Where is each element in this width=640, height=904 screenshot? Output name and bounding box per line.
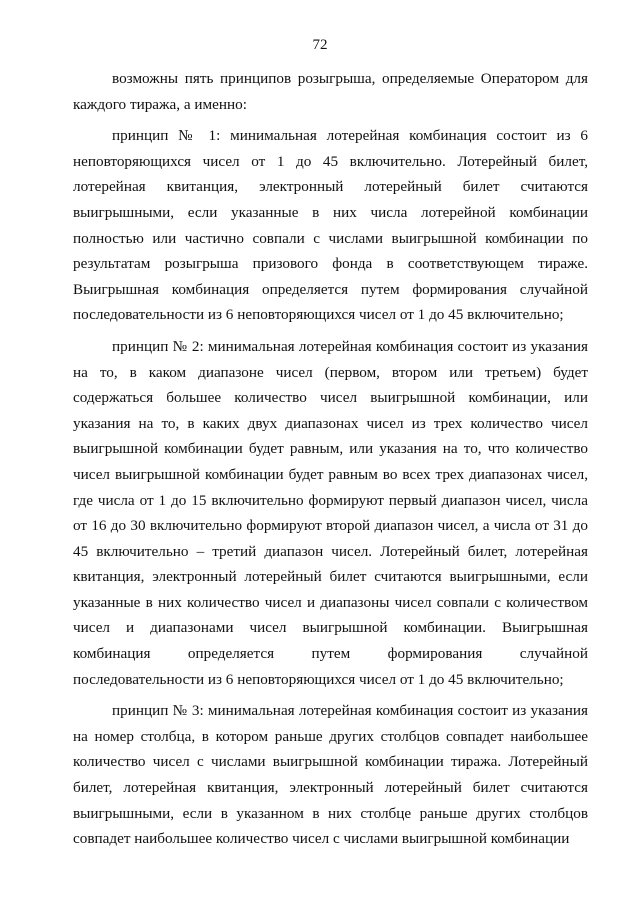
paragraph-principle-3: принцип № 3: минимальная лотерейная комбинация состоит из указания на номер столбца, в котором раньше других столбцов совпадет наибольшее количество чисел с числами выигрышной комбинации тиража. Лотерейный билет, лотерейная квитанция, электронный лотерейный билет считаются выигрышными, если в указанном в них столбце раньше других столбцов совпадет наибольшее количество чисел с числами выигрышной комбинации [73,702,588,848]
page-number: 72 [312,37,328,53]
paragraph-principle-2: принцип № 2: минимальная лотерейная комбинация состоит из указания на то, в каком диапазоне чисел (первом, втором или третьем) будет содержаться большее количество чисел выигрышной комбинации, или указания на то, в каких двух диапазонах чисел из трех количество чисел выигрышной комбинации будет равным, или указания на то, что количество чисел выигрышной комбинации будет равным во всех трех диапазонах чисел, где числа от 1 до 15 включительно формируют первый диапазон чисел, числа от 16 до 30 включительно формируют второй диапазон чисел, а числа от 31 до 45 включительно – третий диапазон чисел. Лотерейный билет, лотерейная квитанция, электронный лотерейный билет считаются выигрышными, если указанные в них количество чисел и диапазоны чисел совпали с количеством чисел и диапазонами чисел выигрышной комбинации. Выигрышная комбинация определяется путем формирования случайной последовательности из 6 неповторяющихся чисел от 1 до 45 включительно; [73,337,588,688]
paragraph-principle-1: принцип № 1: минимальная лотерейная комбинация состоит из 6 неповторяющихся чисел от 1 до 45 включительно. Лотерейный билет, лотерейная квитанция, электронный лотерейный билет считаются выигрышными, если указанные в них числа лотерейной комбинации полностью или частично совпали с числами выигрышной комбинации по результатам розыгрыша призового фонда в соответствующем тираже. Выигрышная комбинация определяется путем формирования случайной последовательности из 6 неповторяющихся чисел от 1 до 45 включительно; [73,127,588,324]
body-text [73,66,588,852]
paragraph-intro: возможны пять принципов розыгрыша, определяемые Оператором для каждого тиража, а именно: [73,70,588,113]
